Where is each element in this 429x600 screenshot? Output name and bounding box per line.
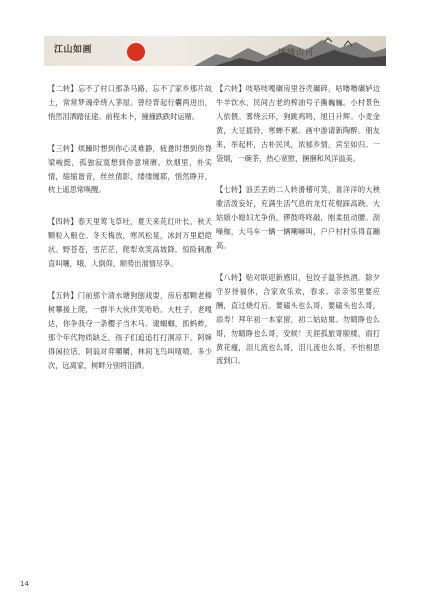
- paragraph-turn-4: 【四转】春天里莺飞草吐，夏天来花红叶长，秋天颗粒入粮仓。冬天梅放，寒风松晃，冰封万里皑皑状。野苍苍，雪茫茫，爬犁欢笑高坡降。惊险刺激直叫嚷，哦，人倒仰，顺势出溜情尽享。: [48, 217, 212, 269]
- red-sun-icon: [127, 43, 145, 61]
- header-banner: [44, 36, 386, 66]
- paragraph-turn-3: 【三转】烦躁时想到你心灵难静，疲惫时想到你脊梁峻挺，孤独寂寞想到你意境赓。炊烟里，朴实情，缩缩谐音，丝丝倩影，缕缕缠耶，悄然睁开，枕上遥思常唤醒。: [48, 143, 212, 195]
- banner-calligraphy: 江山如画: [54, 45, 93, 55]
- right-column: [216, 82, 380, 386]
- paragraph-turn-8: 【八转】贴对联迎新感旧，包饺子温茶热酒。除夕守岁待福休，合家欢乐欢，春求。亲亲邻里要应酬，直过烧灯后。要磕头也么哥，要磕头也么哥，添寿！拜年初一本家留，初二姑姑舅。勿睛睁也么哥，勿睛睁也么哥，安候！天涯孤旅寄颐楼，雨打黄花瘦，泪儿流也么哥，泪儿流也么哥，不怕相思流到口。: [216, 272, 380, 366]
- banner-title: 锦绣山河: [278, 48, 314, 57]
- landscape-illustration: [44, 36, 386, 66]
- paragraph-turn-2: 【二转】忘不了村口那条马路，忘不了家乡那片故土，常常梦魂牵绕入茅屋。曾经背起行囊两进出，悄然泪洒踏征途。前程未卜，撞撞跌跌时运赌。: [48, 84, 212, 121]
- paragraph-turn-5: 【五转】门前那个清水塘狗刨戏耍，房后那颗老榛树攀援上爬，一群半大伙伴笑哈哈。大柱子，老嘎达，你争我夺一条樱子当木马。逮蝈蝈，抓蚂蚱，那个年代物质缺乏，孩子们追追打打洞凉下。阿婶得闲拉话，阿翁对弈嚼嚼，林间飞鸟叫喳喳。多少次，远离家，树畔分别将泪洒。: [48, 290, 212, 370]
- paragraph-turn-7: 【七转】浪丢丢的二人转滑稽可笑，喜洋洋的大秧歌活泼妄好，充满生活气息的龙灯花棍踩高跷。大姑娘小媳妇尤争俏，锣鼓咚咚敲，刚柔扭动腰。刮噪枷，大马车一辆一辆喇嘛叫，户户村村乐得直蹦高。: [216, 185, 380, 251]
- left-column: [48, 82, 212, 390]
- page-number: 14: [20, 580, 29, 588]
- paragraph-turn-6: 【六转】吱咯吱嘎碾房里谷壳碾碎，咕噜噜碾轳边牛羊饮水，民间古老的榨油号子撕巍巍。小村景色人依偎。雾绕云环，狗跳鸡鸣，旭日升辉。小麦金黄，大豆摇铃，寒蝉不累。画中游请新陶醉。朋友来，举起杯，古朴民风，浓郁乡情，宾至如归。一袋烟，一碗茶，热心宽慰，捆捆和风洋溢美。: [216, 84, 380, 163]
